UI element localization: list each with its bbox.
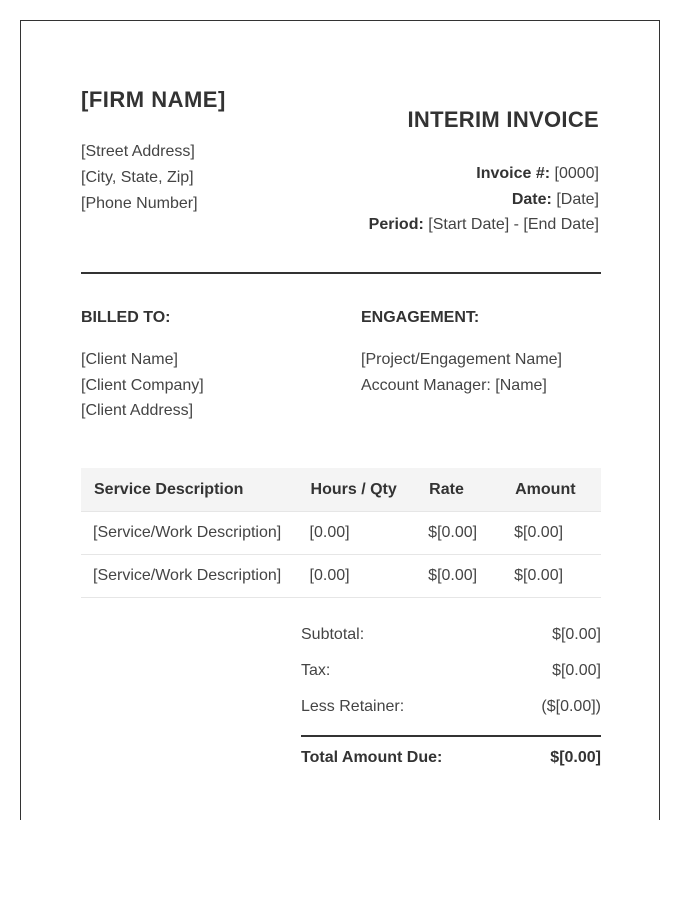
totals-block (301, 621, 601, 767)
firm-city: [City, State, Zip] (81, 169, 194, 186)
subtotal-label: Subtotal: (301, 626, 365, 643)
tax-value: $[0.00] (552, 662, 601, 679)
retainer-label: Less Retainer: (301, 698, 405, 715)
header-rate: Rate (416, 468, 502, 512)
client-address: [Client Address] (81, 402, 194, 419)
engagement-project: [Project/Engagement Name] (361, 351, 562, 368)
invoice-date-label: Date: (511, 190, 552, 208)
line-items-table (81, 468, 601, 598)
retainer-value: ($[0.00]) (541, 698, 601, 715)
subtotal-row (301, 621, 601, 657)
client-name: [Client Name] (81, 351, 178, 368)
cell-amount: $[0.00] (502, 512, 601, 555)
engagement-block (361, 347, 562, 398)
invoice-period-value: [Start Date] - [End Date] (428, 216, 599, 233)
firm-phone: [Phone Number] (81, 195, 198, 212)
invoice-period-label: Period: (368, 216, 424, 233)
firm-street: [Street Address] (81, 143, 195, 160)
total-due-label: Total Amount Due: (301, 749, 443, 766)
client-company: [Client Company] (81, 376, 204, 394)
cell-amount: $[0.00] (502, 555, 601, 598)
invoice-period-line (369, 212, 599, 238)
invoice-page (20, 20, 660, 820)
cell-description: [Service/Work Description] (81, 512, 298, 555)
billed-to-block (81, 347, 204, 424)
total-due-value: $[0.00] (550, 749, 601, 766)
firm-address-block (81, 139, 198, 217)
invoice-title: INTERIM INVOICE (407, 107, 599, 132)
invoice-number-value: [0000] (554, 165, 599, 182)
table-row (81, 512, 601, 555)
billed-to-label: BILLED TO: (81, 309, 171, 326)
cell-hours: [0.00] (298, 555, 417, 598)
header-amount: Amount (502, 468, 601, 512)
firm-name: [FIRM NAME] (81, 87, 226, 112)
engagement-label: ENGAGEMENT: (361, 309, 480, 326)
subtotal-value: $[0.00] (552, 626, 601, 643)
table-row (81, 555, 601, 598)
cell-rate: $[0.00] (416, 555, 502, 598)
cell-rate: $[0.00] (416, 512, 502, 555)
invoice-number-line (369, 161, 599, 187)
retainer-row (301, 693, 601, 729)
invoice-date-value: [Date] (556, 190, 599, 208)
header-service-description: Service Description (81, 468, 298, 512)
header-hours-qty: Hours / Qty (298, 468, 417, 512)
tax-label: Tax: (301, 662, 331, 679)
invoice-date-line (369, 187, 599, 213)
tax-row (301, 657, 601, 693)
invoice-meta (369, 161, 599, 238)
header-divider (81, 272, 601, 274)
cell-description: [Service/Work Description] (81, 555, 298, 598)
table-header-row (81, 468, 601, 512)
invoice-number-label: Invoice #: (476, 165, 551, 182)
engagement-manager: Account Manager: [Name] (361, 376, 547, 394)
cell-hours: [0.00] (298, 512, 417, 555)
total-due-row (301, 737, 601, 767)
